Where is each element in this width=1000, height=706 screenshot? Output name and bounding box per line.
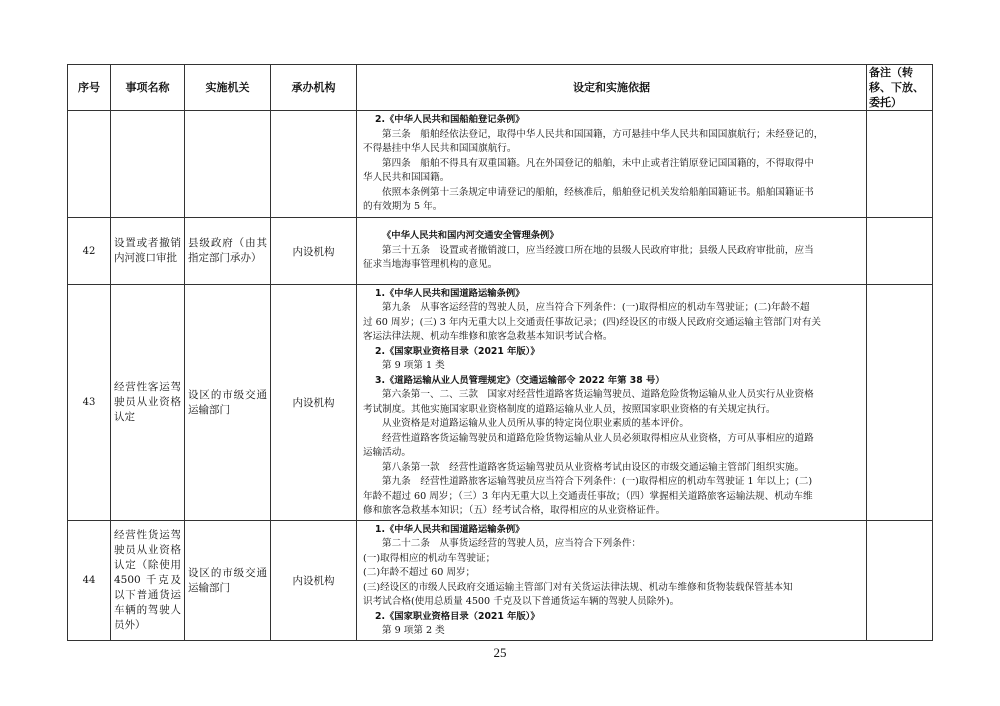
basis-line: 第三十五条 设置或者撤销渡口，应当经渡口所在地的县级人民政府审批；县级人民政府审批前，应当 [382, 244, 814, 256]
basis-line: 1.《中华人民共和国道路运输条例》 [375, 287, 525, 299]
row-name: 设置或者撤销内河渡口审批 [111, 218, 185, 285]
basis-line: 第六条第一、二、三款 国家对经营性道路客货运输驾驶员、道路危险货物运输从业人员实行从业资格 [382, 389, 814, 400]
basis-line: 征求当地海事管理机构的意见。 [363, 259, 498, 271]
table-header-row [68, 65, 933, 111]
basis-line: 第四条 船舶不得具有双重国籍。凡在外国登记的船舶，未中止或者注销原登记国国籍的，不得取得中 [382, 157, 814, 169]
row-agency: 县级政府（由其指定部门承办） [185, 218, 271, 285]
table-row [68, 521, 933, 641]
basis-line: (二)年龄不超过 60 周岁； [363, 567, 476, 578]
basis-line: 的有效期为 5 年。 [363, 201, 443, 213]
header-name: 事项名称 [111, 65, 185, 111]
basis-line: 经营性道路客货运输驾驶员和道路危险货物运输从业人员必须取得相应从业资格，方可从事相应的道路 [382, 432, 814, 444]
basis-line: 第三条 船舶经依法登记，取得中华人民共和国国籍，方可悬挂中华人民共和国国旗航行；未经登记的， [382, 128, 824, 140]
basis-line: 第八条第一款 经营性道路客货运输驾驶员从业资格考试由设区的市级交通运输主管部门组织实施。 [382, 461, 805, 473]
row-note [867, 218, 933, 285]
basis-line: 第九条 从事客运经营的驾驶人员，应当符合下列条件：(一)取得相应的机动车驾驶证；(二)年龄不超 [382, 302, 810, 313]
row-agency: 设区的市级交通运输部门 [185, 285, 271, 521]
row-agency: 设区的市级交通运输部门 [185, 521, 271, 641]
basis-line: 第 9 项第 2 类 [382, 625, 445, 636]
basis-line: 2.《国家职业资格目录（2021 年版）》 [375, 610, 540, 622]
row-note [867, 285, 933, 521]
page-number: 25 [493, 645, 507, 660]
row-no: 44 [68, 521, 111, 641]
header-note: 备注（转移、下放、委托） [867, 65, 933, 111]
row-note [867, 111, 933, 218]
items-table [67, 64, 933, 641]
basis-line: 识考试合格(使用总质量 4500 千克及以下普通货运车辆的驾驶人员除外)。 [363, 596, 680, 607]
header-no: 序号 [68, 65, 111, 111]
table-row [68, 218, 933, 285]
basis-line: 过 60 周岁；(三) 3 年内无重大以上交通责任事故记录；(四)经设区的市级人民政府交通运输主管部门对有关 [363, 316, 822, 328]
basis-line: 运输活动。 [363, 447, 411, 458]
basis-line: 修和旅客急救基本知识；（五）经考试合格，取得相应的从业资格证件。 [363, 505, 666, 516]
row-no: 43 [68, 285, 111, 521]
row-unit [271, 111, 357, 218]
basis-line: 依照本条例第十三条规定申请登记的船舶，经核准后，船舶登记机关发给船舶国籍证书。船舶国籍证书 [382, 186, 814, 198]
basis-line: 第 9 项第 1 类 [382, 360, 445, 371]
row-no [68, 111, 111, 218]
header-unit: 承办机构 [271, 65, 357, 111]
basis-line: 2.《中华人民共和国船舶登记条例》 [375, 114, 525, 126]
basis-line: 3.《道路运输从业人员管理规定》（交通运输部令 2022 年第 38 号） [375, 374, 665, 386]
basis-line: 客运法律法规、机动车维修和旅客急救基本知识考试合格。 [363, 331, 613, 342]
basis-line: 2.《国家职业资格目录（2021 年版）》 [375, 345, 540, 357]
row-unit: 内设机构 [271, 218, 357, 285]
basis-line: 第二十二条 从事货运经营的驾驶人员，应当符合下列条件： [382, 538, 642, 549]
row-note [867, 521, 933, 641]
basis-line: 不得悬挂中华人民共和国国旗航行。 [363, 143, 517, 155]
row-basis [357, 218, 867, 285]
row-unit: 内设机构 [271, 521, 357, 641]
basis-line: 年龄不超过 60 周岁；（三）3 年内无重大以上交通责任事故；（四）掌握相关道路旅客运输法规、机动车维 [363, 490, 813, 502]
row-name [111, 111, 185, 218]
header-agency: 实施机关 [185, 65, 271, 111]
row-name: 经营性客运驾驶员从业资格认定 [111, 285, 185, 521]
basis-line: 1.《中华人民共和国道路运输条例》 [375, 523, 525, 535]
basis-line: (三)经设区的市级人民政府交通运输主管部门对有关货运法律法规、机动车维修和货物装载保管基本知 [363, 581, 793, 593]
table-row [68, 111, 933, 218]
row-agency [185, 111, 271, 218]
header-basis: 设定和实施依据 [357, 65, 867, 111]
basis-line: (一)取得相应的机动车驾驶证； [363, 552, 496, 564]
row-unit: 内设机构 [271, 285, 357, 521]
basis-line: 从业资格是对道路运输从业人员所从事的特定岗位职业素质的基本评价。 [382, 418, 689, 429]
basis-line: 第九条 经营性道路旅客运输驾驶员应当符合下列条件：(一)取得相应的机动车驾驶证 1 年以上；(二) [382, 476, 813, 487]
basis-line: 考试制度。其他实施国家职业资格制度的道路运输从业人员，按照国家职业资格的有关规定执行。 [363, 403, 776, 415]
row-no: 42 [68, 218, 111, 285]
row-basis [357, 521, 867, 641]
basis-line: 《中华人民共和国内河交通安全管理条例》 [382, 230, 559, 242]
row-basis [357, 111, 867, 218]
row-basis [357, 285, 867, 521]
row-name: 经营性货运驾驶员从业资格认定（除使用4500 千克及以下普通货运车辆的驾驶人员外） [111, 521, 185, 641]
table-row [68, 285, 933, 521]
basis-line: 华人民共和国国籍。 [363, 172, 450, 184]
